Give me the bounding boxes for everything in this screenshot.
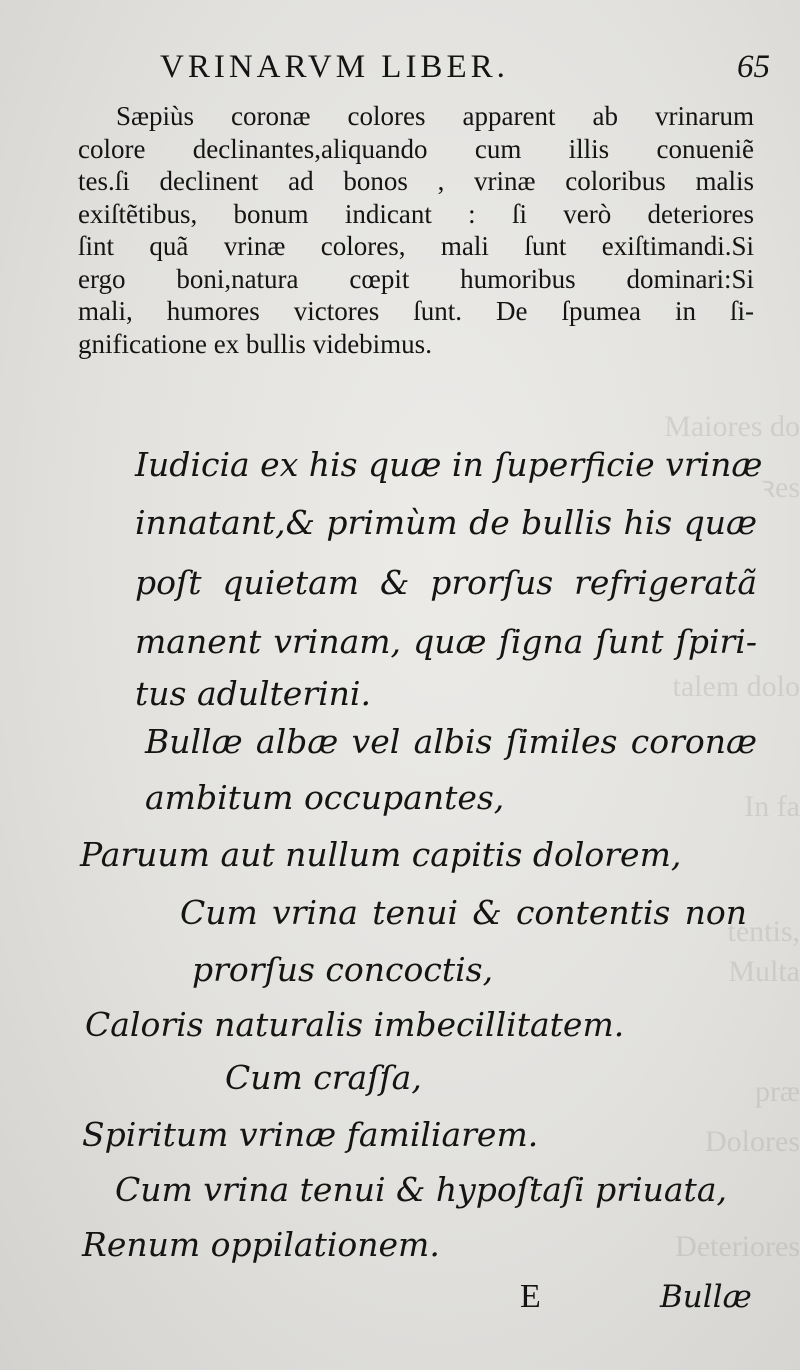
text-line: gnificatione ex bullis videbimus. [78,328,432,359]
text-line: ſint quã vrinæ colores, mali ſunt exiſtimandi.Si [78,231,754,261]
show-through-text: In fa [744,790,800,823]
show-through-text: talem dolo [672,670,800,703]
italic-text-line: prorſus concoctis, [192,950,494,989]
show-through-text: Multa [728,955,800,988]
show-through-text: tentis, [727,915,800,948]
running-head: VRINARVM LIBER. [160,49,509,85]
roman-paragraph [78,100,754,360]
text-line: mali, humores victores ſunt. De ſpumea in ſi- [78,296,754,326]
show-through-text: Dolores [705,1125,800,1158]
text-line: Sæpiùs coronæ colores apparent ab vrinarum [116,101,754,131]
page-number: 65 [737,49,770,85]
show-through-text: præ [755,1075,800,1108]
italic-text-line: Paruum aut nullum capitis dolorem, [80,835,682,874]
page-header [160,42,770,92]
catchword: Bullæ [660,1279,752,1315]
italic-heading-line: manent vrinam, quæ ſigna ſunt ſpiri- [135,622,757,661]
italic-text-line: Cum vrina tenui & contentis non [180,893,747,932]
show-through-text: ꝛes [760,471,800,504]
italic-text-line: ambitum occupantes, [145,778,505,817]
text-line: tes.ſi declinent ad bonos , vrinæ coloribus malis [78,166,754,196]
italic-text-line: Caloris naturalis imbecillitatem. [85,1005,625,1044]
text-line: exiſtẽtibus, bonum indicant : ſi verò deteriores [78,198,754,229]
text-line: ergo boni,natura cœpit humoribus dominari:Si [78,263,754,294]
signature-mark: E [520,1278,541,1315]
italic-text-line: Cum vrina tenui & hypoſtaſi priuata, [115,1170,727,1209]
italic-heading-line: innatant,& primùm de bullis his quæ [135,503,757,542]
show-through-text: Deteriores [675,1230,800,1263]
italic-text-line: Spiritum vrinæ familiarem. [82,1115,539,1154]
italic-text-line: Bullæ albæ vel albis ſimiles coronæ [145,722,757,761]
italic-heading-line: tus adulterini. [135,674,371,713]
show-through-text: Maiores do [664,410,800,443]
italic-heading-line: poſt quietam & prorſus refrigeratã [135,563,757,602]
italic-text-line: Cum craſſa, [225,1058,422,1097]
italic-heading-line: Iudicia ex his quæ in ſuperficie vrinæ [135,445,763,484]
italic-text-line: Renum oppilationem. [82,1225,440,1264]
text-line: colore declinantes,aliquando cum illis conueniẽ [78,133,754,164]
